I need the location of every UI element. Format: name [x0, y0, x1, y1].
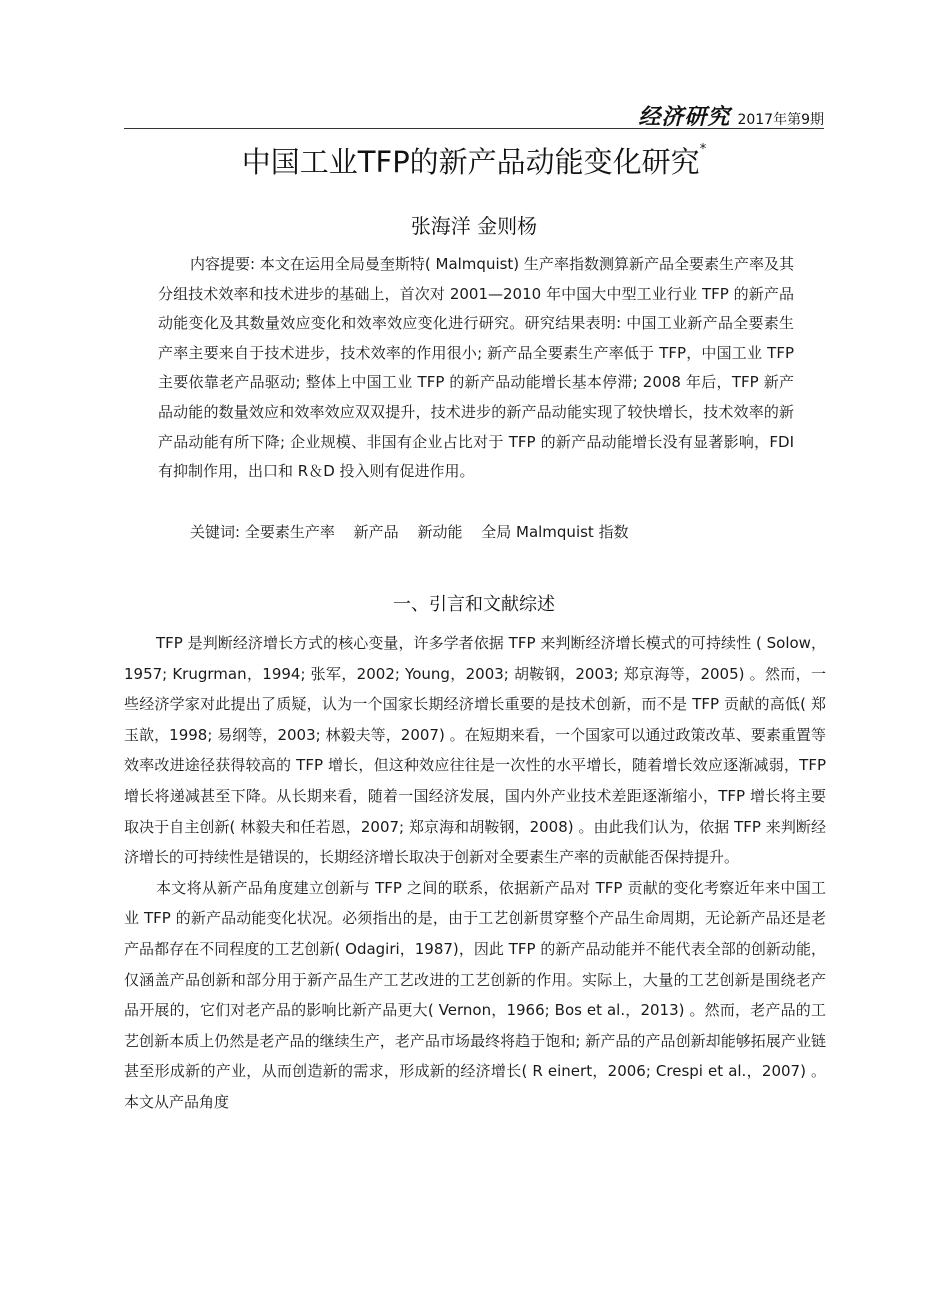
authors: 张海洋 金则杨 — [410, 214, 538, 238]
paragraph: 本文将从新产品角度建立创新与 TFP 之间的联系，依据新产品对 TFP 贡献的变化考察近年来中国工业 TFP 的新产品动能变化状况。必须指出的是，由于工艺创新贯穿整个产品生命周期，无论新产品还是老产品都存在不同程度的工艺创新( Odagiri，1987)，因此 TFP 的新产品动能并不能代表全部的创新动能，仅涵盖产品创新和部分用于新产品生产工艺改进的工艺创新的作用。实际上，大量的工艺创新是围绕老产品开展的，它们对老产品的影响比新产品更大( Vernon，1966; Bos et al.，2013) 。然而，老产品的工艺创新本质上仍然是老产品的继续生产，老产品市场最终将趋于饱和; 新产品的产品创新却能够拓展产业链甚至形成新的产业，从而创造新的需求，形成新的经济增长( R einert，2006; Crespi et al.，2007) 。本文从产品角度 — [124, 878, 826, 1111]
keyword-item: 新产品 — [353, 523, 399, 541]
keyword-item: 全要素生产率 — [244, 523, 335, 541]
body-text — [124, 628, 826, 1118]
keyword-item: 全局 Malmquist 指数 — [481, 523, 629, 541]
keywords — [190, 518, 810, 548]
abstract: 内容提要: 本文在运用全局曼奎斯特( Malmquist) 生产率指数测算新产品全要素生产率及其分组技术效率和技术进步的基础上，首次对 2001—2010 年中国大中型工业行业 TFP 的新产品动能变化及其数量效应变化和效率效应变化进行研究。研究结果表明: 中国工业新产品全要素生产率主要来自于技术进步，技术效率的作用很小; 新产品全要素生产率低于 TFP，中国工业 TFP 主要依靠老产品驱动; 整体上中国工业 TFP 的新产品动能增长基本停滞; 2008 年后，TFP 新产品动能的数量效应和效率效应双双提升，技术进步的新产品动能实现了较快增长，技术效率的新产品动能有所下降; 企业规模、非国有企业占比对于 TFP 的新产品动能增长没有显著影响，FDI 有抑制作用，出口和 R＆D 投入则有促进作用。 — [158, 255, 794, 481]
paragraph: TFP 是判断经济增长方式的核心变量，许多学者依据 TFP 来判断经济增长模式的可持续性 ( Solow，1957; Krugrman，1994; 张军，2002; Young，2003; 胡鞍钢，2003; 郑京海等，2005) 。然而，一些经济学家对此提出了质疑，认为一个国家长期经济增长重要的是技术创新，而不是 TFP 贡献的高低( 郑玉歆，1998; 易纲等，2003; 林毅夫等，2007) 。在短期来看，一个国家可以通过政策改革、要素重置等效率改进途径获得较高的 TFP 增长，但这种效应往往是一次性的水平增长，随着增长效应逐渐减弱，TFP 增长将递减甚至下降。从长期来看，随着一国经济发展，国内外产业技术差距逐渐缩小，TFP 增长将主要取决于自主创新( 林毅夫和任若恩，2007; 郑京海和胡鞍钢，2008) 。由此我们认为，依据 TFP 来判断经济增长的可持续性是错误的，长期经济增长取决于创新对全要素生产率的贡献能否保持提升。 — [124, 634, 826, 867]
issue-label: 2017年第9期 — [737, 112, 824, 128]
paper-title-text: 中国工业TFP的新产品动能变化研究 — [241, 145, 700, 179]
paper-title — [124, 140, 824, 181]
section-heading: 一、引言和文献综述 — [393, 594, 555, 615]
title-footnote-mark: * — [699, 142, 707, 157]
journal-logo: 经济研究 — [638, 104, 731, 130]
running-header — [124, 100, 824, 129]
keywords-label: 关键词: — [190, 523, 241, 541]
keyword-item: 新动能 — [417, 523, 463, 541]
